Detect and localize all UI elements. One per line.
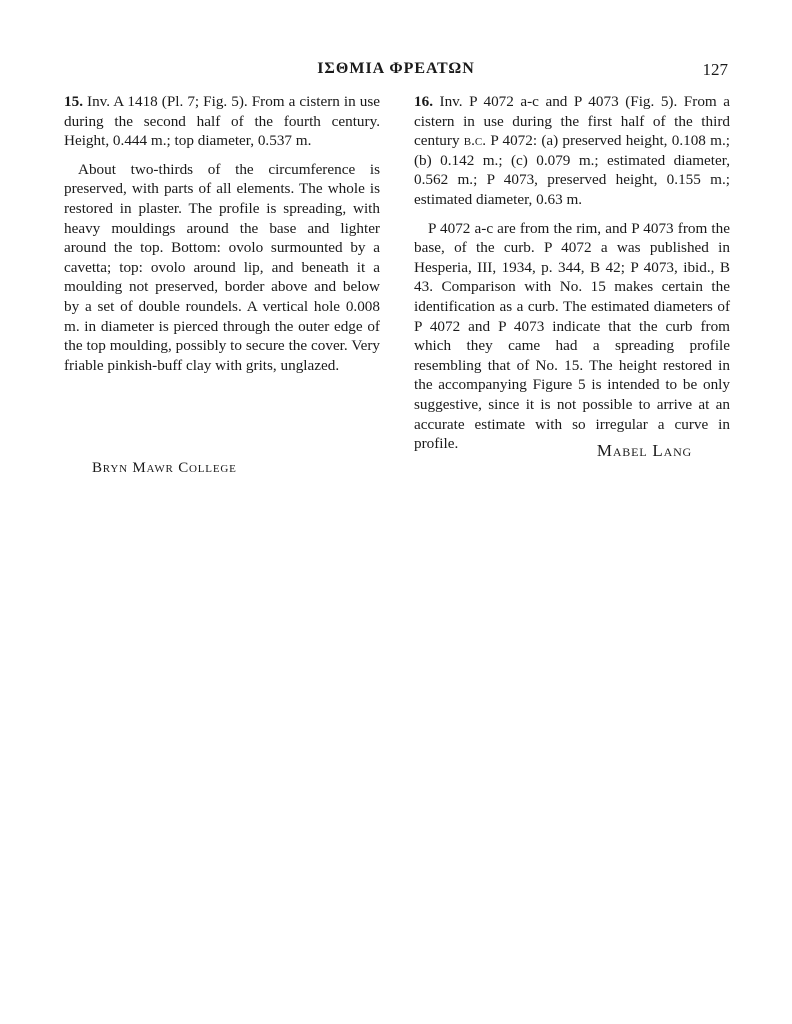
left-column [64,92,380,375]
entry-16-description: P 4072 a-c are from the rim, and P 4073 from the base, of the curb. P 4072 a was published in Hesperia, III, 1934, p. 344, B 42; P 4073, ibid., B 43. Comparison with No. 15 makes certain the identification as a curb. The estimated diameters of P 4072 and P 4073 indicate that the curb from which they came had a spreading profile resembling that of No. 15. The height restored in the accompanying Figure 5 is intended to be only suggestive, since it is not possible to arrive at an accurate estimate with so irregular a curve in profile. [414,219,730,453]
entry-16-text-start: Inv. P 4072 a-c and P 4073 (Fig. 5). From a cistern in use during the first half of the third century [414,93,730,150]
entry-15-number: 15. [64,93,83,110]
entry-15-paragraph [64,92,380,151]
right-column [414,92,730,454]
entry-15-description: About two-thirds of the circumference is preserved, with parts of all elements. The whole is restored in plaster. The profile is spreading, with heavy mouldings around the base and lighter around the top. Bottom: ovolo surmounted by a cavetta; top: ovolo around lip, and beneath it a moulding not preserved, border above and below by a set of double roundels. A vertical hole 0.008 m. in diameter is pierced through the outer edge of the top moulding, possibly to secure the cover. Very friable pinkish-buff clay with grits, unglazed. [64,160,380,374]
author-name: Mabel Lang [596,441,692,460]
entry-16-text-end: P 4072: (a) preserved height, 0.108 m.; (b) 0.142 m.; (c) 0.079 m.; estimated diameter, 0.562 m.; P 4073, preserved height, 0.155 m.; estimated diameter, 0.63 m. [414,132,730,208]
entry-16-bc: b.c. [463,132,487,150]
entry-15-text: Inv. A 1418 (Pl. 7; Fig. 5). From a cistern in use during the second half of the fourth century. Height, 0.444 m.; top diameter, 0.537 m. [64,93,380,150]
running-title: ΙΣΘΜΙΑ ΦΡΕΑΤΩΝ [317,60,475,77]
page-number: 127 [702,60,728,79]
entry-16-paragraph [414,92,730,210]
entry-16-number: 16. [414,93,433,110]
author-affiliation: Bryn Mawr College [92,460,237,476]
